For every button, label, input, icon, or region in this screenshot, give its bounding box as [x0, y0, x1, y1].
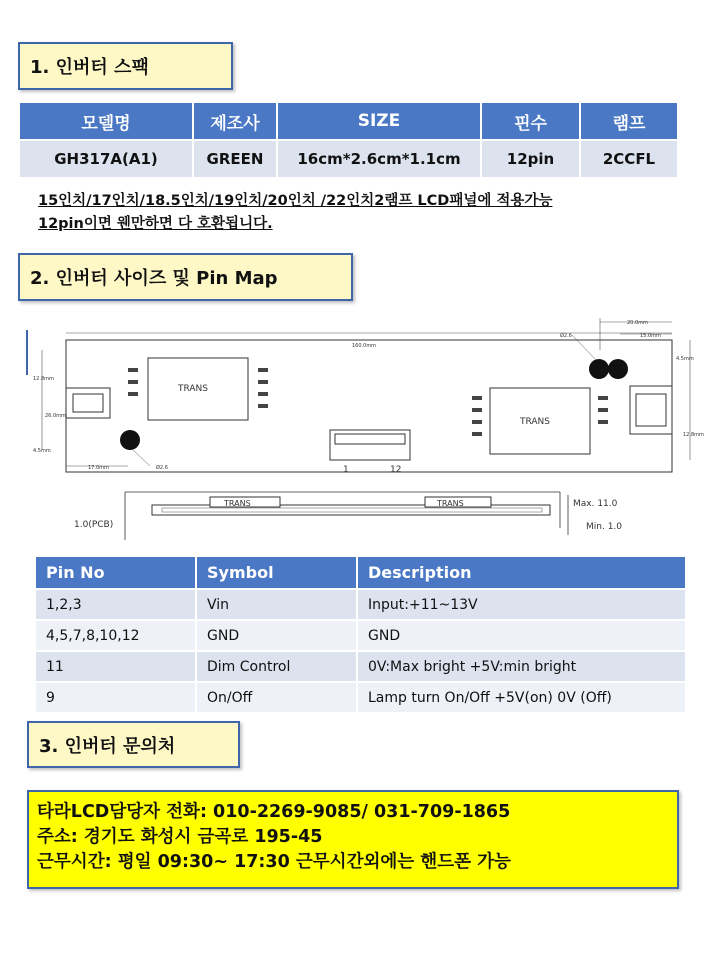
pin-description: 0V:Max bright +5V:min bright: [358, 652, 685, 681]
hole-label-top: Ø2.6: [560, 333, 572, 339]
profile-trans-left-label: TRANS: [224, 499, 251, 508]
profile-trans-right-label: TRANS: [437, 499, 464, 508]
section-2-title-text: 2. 인버터 사이즈 및 Pin Map: [30, 268, 278, 289]
dim-128-right-label: 12.8mm: [683, 432, 704, 438]
pin-header-symbol: Symbol: [197, 557, 356, 588]
dim-26-label: 26.0mm: [45, 413, 66, 419]
pin-row: [36, 621, 685, 650]
pin-label-1: 1: [343, 465, 349, 475]
spec-header-model: 모델명: [20, 103, 192, 139]
dim-45-left-label: 4.5mm: [33, 448, 51, 454]
pin-description: GND: [358, 621, 685, 650]
dim-128-left-label: 12.8mm: [33, 376, 54, 382]
spec-lamp: 2CCFL: [581, 141, 677, 177]
spec-header-pins: 핀수: [482, 103, 579, 139]
inverter-dimension-diagram: [0, 310, 720, 540]
pin-map-table: [34, 555, 687, 714]
pin-description: Input:+11~13V: [358, 590, 685, 619]
spec-header-row: [20, 103, 677, 139]
section-1-title: [18, 42, 233, 90]
spec-value-row: [20, 141, 677, 177]
contact-phone: 타라LCD담당자 전화: 010-2269-9085/ 031-709-1865: [37, 802, 511, 822]
mounting-hole-1: [589, 359, 609, 379]
section-3-title: [27, 721, 240, 768]
pin-no: 4,5,7,8,10,12: [36, 621, 195, 650]
pin-header-description: Description: [358, 557, 685, 588]
mounting-hole-2: [608, 359, 628, 379]
pin-symbol: Vin: [197, 590, 356, 619]
dim-45-right-label: 4.5mm: [676, 356, 694, 362]
pin-header-no: Pin No: [36, 557, 195, 588]
trans-right-label: TRANS: [520, 417, 550, 427]
spec-header-size: SIZE: [278, 103, 480, 139]
spec-pins: 12pin: [482, 141, 579, 177]
pin-row: [36, 683, 685, 712]
spec-size: 16cm*2.6cm*1.1cm: [278, 141, 480, 177]
section-2-title: [18, 253, 353, 301]
pin-no: 9: [36, 683, 195, 712]
mounting-hole-3: [120, 430, 140, 450]
dim-20-label: 20.0mm: [627, 320, 648, 326]
spec-model: GH317A(A1): [20, 141, 192, 177]
compatibility-note-line-1: 15인치/17인치/18.5인치/19인치/20인치 /22인치2램프 LCD패널에 적용가능: [38, 193, 553, 209]
min-height-label: Min. 1.0: [586, 522, 623, 532]
dim-17-label: 17.0mm: [88, 465, 109, 471]
pin-row: [36, 590, 685, 619]
spec-maker: GREEN: [194, 141, 276, 177]
contact-address: 주소: 경기도 화성시 금곡로 195-45: [37, 827, 323, 847]
pin-no: 11: [36, 652, 195, 681]
max-height-label: Max. 11.0: [573, 499, 618, 509]
hole-label-bottom: Ø2.6: [156, 465, 168, 471]
section-1-title-text: 1. 인버터 스팩: [30, 57, 149, 78]
compatibility-note-line-2: 12pin이면 웬만하면 다 호환됩니다.: [38, 216, 273, 232]
trans-left-label: TRANS: [178, 384, 208, 394]
dim-15-label: 15.0mm: [640, 333, 661, 339]
pin-label-12: 12: [390, 465, 402, 475]
contact-hours: 근무시간: 평일 09:30~ 17:30 근무시간외에는 핸드폰 가능: [37, 852, 511, 872]
pin-row: [36, 652, 685, 681]
pcb-thickness-label: 1.0(PCB): [74, 520, 114, 530]
pin-no: 1,2,3: [36, 590, 195, 619]
section-3-title-text: 3. 인버터 문의처: [39, 735, 176, 757]
pin-symbol: On/Off: [197, 683, 356, 712]
spec-header-maker: 제조사: [194, 103, 276, 139]
contact-box: [27, 790, 679, 889]
spec-header-lamp: 램프: [581, 103, 677, 139]
pin-symbol: Dim Control: [197, 652, 356, 681]
compatibility-note: [38, 190, 552, 236]
pin-description: Lamp turn On/Off +5V(on) 0V (Off): [358, 683, 685, 712]
dim-160-label: 160.0mm: [352, 343, 377, 349]
spec-table: [18, 101, 679, 179]
pin-header-row: [36, 557, 685, 588]
pin-symbol: GND: [197, 621, 356, 650]
